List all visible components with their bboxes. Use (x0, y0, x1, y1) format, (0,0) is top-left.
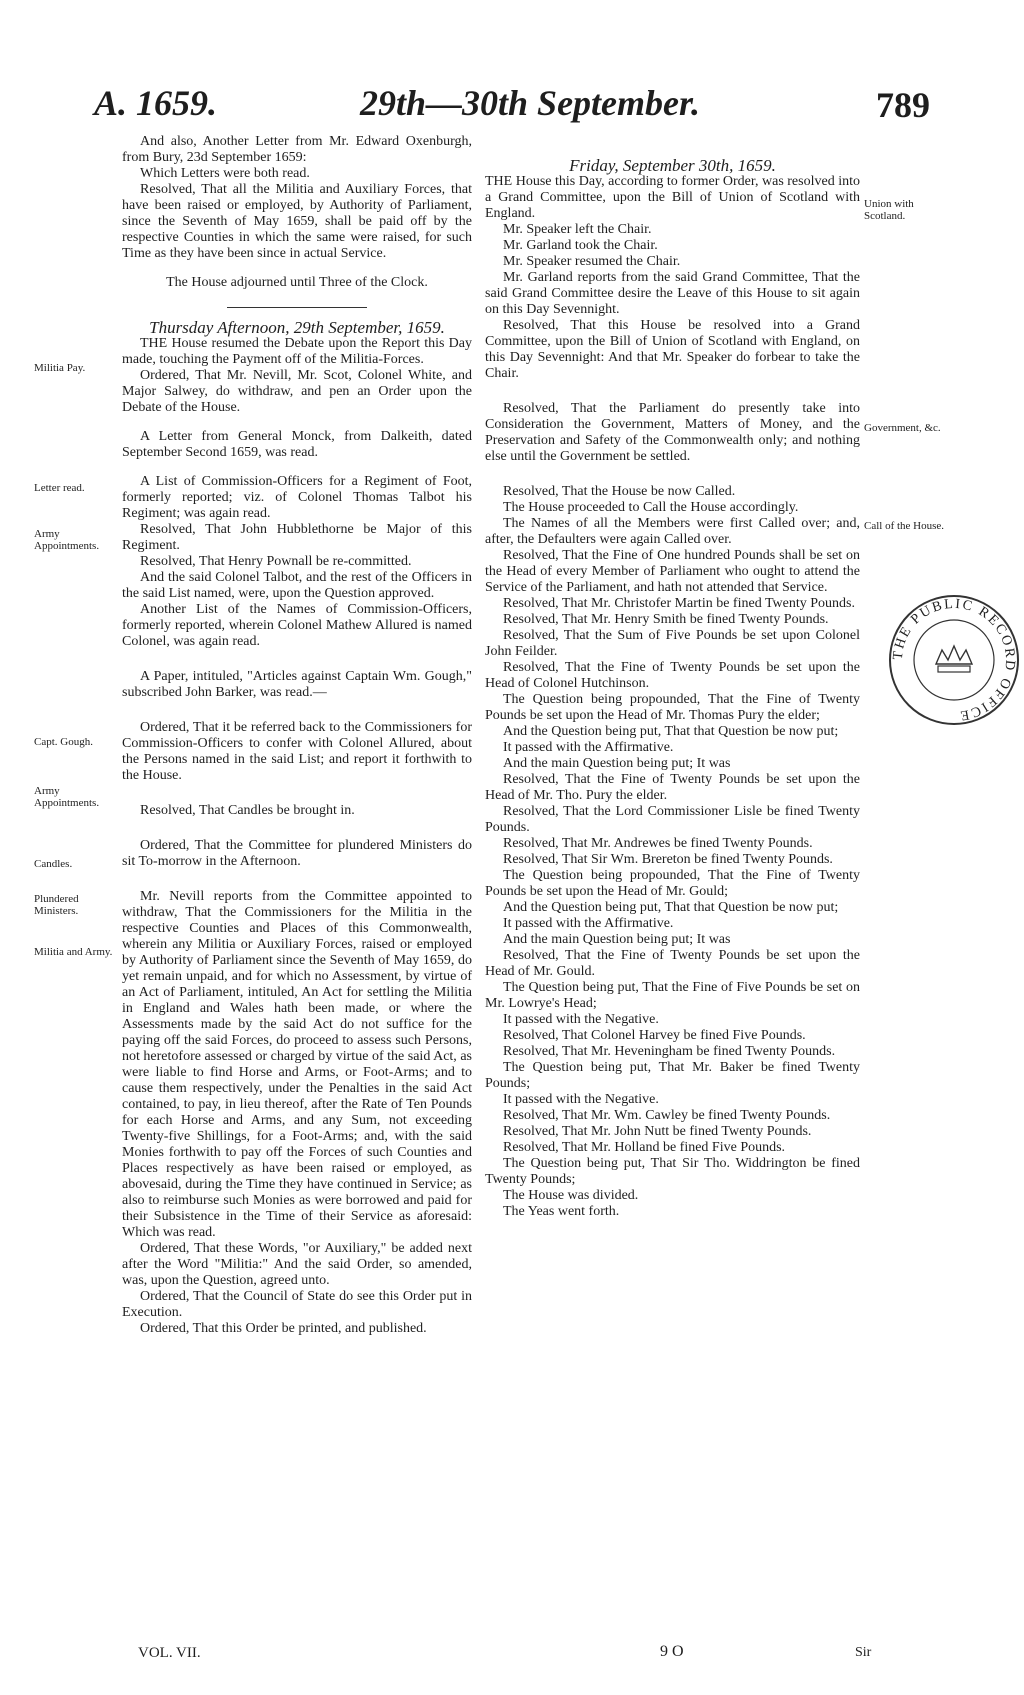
margin-note: Union with Scotland. (864, 198, 914, 222)
paragraph: The Question being put, That Sir Tho. Widdrington be fined Twenty Pounds; (485, 1156, 860, 1187)
stamp-text: THE PUBLIC RECORD OFFICE (890, 596, 1018, 723)
paragraph: Resolved, That the Lord Commissioner Lisle be fined Twenty Pounds. (485, 804, 860, 835)
paragraph: Resolved, That Sir Wm. Brereton be fined Twenty Pounds. (503, 852, 833, 867)
paragraph: Resolved, That Mr. Henry Smith be fined Twenty Pounds. (503, 612, 829, 627)
paragraph: It passed with the Negative. (503, 1012, 659, 1027)
paragraph: Resolved, That Mr. Christofer Martin be fined Twenty Pounds. (503, 596, 855, 611)
paragraph: A Letter from General Monck, from Dalkeith, dated September Second 1659, was read. (122, 429, 472, 460)
paragraph: Ordered, That the Council of State do see this Order put in Execution. (122, 1289, 472, 1320)
paragraph: Resolved, That this House be resolved into a Grand Committee, upon the Bill of Union of Scotland with England, on this Day Sevennight: And that Mr. Speaker do forbear to take the Chair. (485, 318, 860, 381)
left-column (122, 134, 472, 1337)
margin-note: Army Appointments. (34, 528, 100, 552)
section-divider (227, 307, 367, 308)
paragraph: The House was divided. (503, 1188, 639, 1203)
paragraph: Mr. Garland reports from the said Grand Committee, That the said Grand Committee desire the Leave of this House to sit again on this Day Sevennight. (485, 270, 860, 317)
paragraph: Resolved, That Mr. Wm. Cawley be fined Twenty Pounds. (503, 1108, 831, 1123)
paragraph: Resolved, That all the Militia and Auxiliary Forces, that have been raised or employed, by Authority of Parliament, since the Seventh of May 1659, shall be paid off by the respective Counties in which the same were raised, for such Time as they have been since in actual Service. (122, 182, 472, 261)
header-date: 29th—30th September. (360, 83, 701, 123)
paragraph: Resolved, That the Fine of Twenty Pounds be set upon the Head of Colonel Hutchinson. (485, 660, 860, 691)
paragraph: And the main Question being put; It was (503, 756, 731, 771)
paragraph: Ordered, That Mr. Nevill, Mr. Scot, Colonel White, and Major Salwey, do withdraw, and pen an Order upon the Debate of the House. (122, 368, 472, 415)
catchword: Sir (855, 1645, 872, 1660)
paragraph: Mr. Speaker left the Chair. (503, 222, 652, 237)
paragraph: A List of Commission-Officers for a Regiment of Foot, formerly reported; viz. of Colonel Thomas Talbot his Regiment; was again read. (122, 474, 472, 521)
margin-note: Capt. Gough. (34, 736, 93, 748)
paragraph: It passed with the Affirmative. (503, 740, 674, 755)
paragraph: The House proceeded to Call the House accordingly. (503, 500, 799, 515)
paragraph: The Question being propounded, That the Fine of Twenty Pounds be set upon the Head of Mr. Gould; (485, 868, 860, 899)
paragraph: Resolved, That Mr. John Nutt be fined Twenty Pounds. (503, 1124, 812, 1139)
paragraph: Ordered, That these Words, "or Auxiliary," be added next after the Word "Militia:" And the said Order, so amended, was, upon the Question, agreed unto. (122, 1241, 472, 1288)
margin-note: Call of the House. (864, 520, 945, 532)
paragraph: Mr. Nevill reports from the Committee appointed to withdraw, That the Commissioners for the Militia in the respective Counties and Places of this Commonwealth, wherein any Militia or Auxiliary Forces, raised or employed by Authority of Parliament since the Seventh of May 1659, do yet remain unpaid, and for which no Assessment, by virtue of an Act of Parliament, intituled, An Act for settling the Militia in England and Wales hath been made, or where the Assessments made by the said Act do not suffice for the paying off the said Forces, do proceed to assess such Persons, not heretofore assessed or charged by virtue of the said Act, as were liable to find Horse and Arms, or Foot-Arms; and to cause them respectively, under the Penalties in the said Act contained, to pay, in lieu thereof, after the Rate of Ten Pounds for each Horse and Arms, and any Sum, not exceeding Twenty-five Shillings, for a Foot-Arms; and, with the said Monies forthwith to pay off the Forces of such Counties and Places respectively as have been raised or employed, as abovesaid, during the Time they have continued in Service; as also to reimburse such Monies as were borrowed and paid for their Subsistence in the Time of their Service as aforesaid: Which was read. (122, 889, 472, 1240)
paragraph: Another List of the Names of Commission-Officers, formerly reported, wherein Colonel Mathew Allured is named Colonel, was again read. (122, 602, 472, 649)
paragraph: Resolved, That the House be now Called. (503, 484, 736, 499)
paragraph: A Paper, intituled, "Articles against Captain Wm. Gough," subscribed John Barker, was read.— (122, 669, 472, 700)
volume-label: VOL. VII. (138, 1645, 201, 1661)
paragraph: And the said Colonel Talbot, and the rest of the Officers in the said List named, were, upon the Question approved. (122, 570, 472, 601)
record-office-stamp (884, 590, 1024, 730)
paragraph: Mr. Garland took the Chair. (503, 238, 658, 253)
svg-text:THE PUBLIC RECORD OFFICE (891, 597, 1017, 723)
margin-note: Candles. (34, 858, 73, 870)
paragraph: Ordered, That the Committee for plundered Ministers do sit To-morrow in the Afternoon. (122, 838, 472, 869)
right-column (485, 158, 860, 1220)
margin-note: Letter read. (34, 482, 85, 494)
paragraph: Ordered, That this Order be printed, and published. (140, 1321, 427, 1336)
paragraph: Resolved, That Candles be brought in. (140, 803, 355, 818)
paragraph: Resolved, That John Hubblethorne be Major of this Regiment. (122, 522, 472, 553)
paragraph: THE House resumed the Debate upon the Report this Day made, touching the Payment off of the Militia-Forces. (122, 336, 472, 367)
paragraph: Ordered, That it be referred back to the Commissioners for Commission-Officers to confer with Colonel Allured, about the Persons named in the said List; and report it forthwith to the House. (122, 720, 472, 783)
margin-note: Militia Pay. (34, 362, 86, 374)
section-heading: Thursday Afternoon, 29th September, 1659. (149, 318, 445, 337)
paragraph: The Names of all the Members were first Called over; and, after, the Defaulters were again Called over. (485, 516, 860, 547)
paragraph: Resolved, That Henry Pownall be re-committed. (140, 554, 412, 569)
margin-note: Militia and Army. (34, 946, 113, 958)
paragraph: Mr. Speaker resumed the Chair. (503, 254, 681, 269)
paragraph: And the Question being put, That that Question be now put; (503, 724, 839, 739)
paragraph: And the main Question being put; It was (503, 932, 731, 947)
paragraph: The Yeas went forth. (503, 1204, 620, 1219)
paragraph: The Question being put, That the Fine of Five Pounds be set on Mr. Lowrye's Head; (485, 980, 860, 1011)
paragraph: THE House this Day, according to former Order, was resolved into a Grand Committee, upon the Bill of Union of Scotland with England. (485, 174, 860, 221)
margin-note: Army Appointments. (34, 785, 100, 809)
paragraph: Resolved, That Colonel Harvey be fined Five Pounds. (503, 1028, 806, 1043)
margin-note: Plundered Ministers. (34, 893, 79, 917)
paragraph: Resolved, That Mr. Heveningham be fined Twenty Pounds. (503, 1044, 836, 1059)
paragraph: Resolved, That the Fine of Twenty Pounds be set upon the Head of Mr. Tho. Pury the elder. (485, 772, 860, 803)
paragraph: Resolved, That Mr. Holland be fined Five Pounds. (503, 1140, 786, 1155)
paragraph: Resolved, That Mr. Andrewes be fined Twenty Pounds. (503, 836, 813, 851)
paragraph: It passed with the Affirmative. (503, 916, 674, 931)
paragraph: Which Letters were both read. (140, 166, 310, 181)
margin-note: Government, &c. (864, 422, 941, 434)
paragraph: The Question being put, That Mr. Baker be fined Twenty Pounds; (485, 1060, 860, 1091)
paragraph: And also, Another Letter from Mr. Edward Oxenburgh, from Bury, 23d September 1659: (122, 134, 472, 165)
paragraph: It passed with the Negative. (503, 1092, 659, 1107)
paragraph: And the Question being put, That that Question be now put; (503, 900, 839, 915)
paragraph: Resolved, That the Sum of Five Pounds be set upon Colonel John Feilder. (485, 628, 860, 659)
paragraph: Resolved, That the Parliament do presently take into Consideration the Government, Matters of Money, and the Preservation and Safety of the Commonwealth only; and nothing else until the Government be settled. (485, 401, 860, 464)
header-year: A. 1659. (94, 83, 218, 123)
paragraph: Resolved, That the Fine of Twenty Pounds be set upon the Head of Mr. Gould. (485, 948, 860, 979)
page-header (0, 78, 992, 134)
page-number: 789 (876, 85, 930, 125)
paragraph: Resolved, That the Fine of One hundred Pounds shall be set on the Head of every Member of Parliament who ought to attend the Service of the Parliament, and hath not attended that Service. (485, 548, 860, 595)
paragraph: The Question being propounded, That the Fine of Twenty Pounds be set upon the Head of Mr. Thomas Pury the elder; (485, 692, 860, 723)
signature-mark: 9 O (660, 1643, 684, 1660)
section-heading: Friday, September 30th, 1659. (569, 156, 776, 175)
paragraph: The House adjourned until Three of the Clock. (166, 275, 428, 290)
